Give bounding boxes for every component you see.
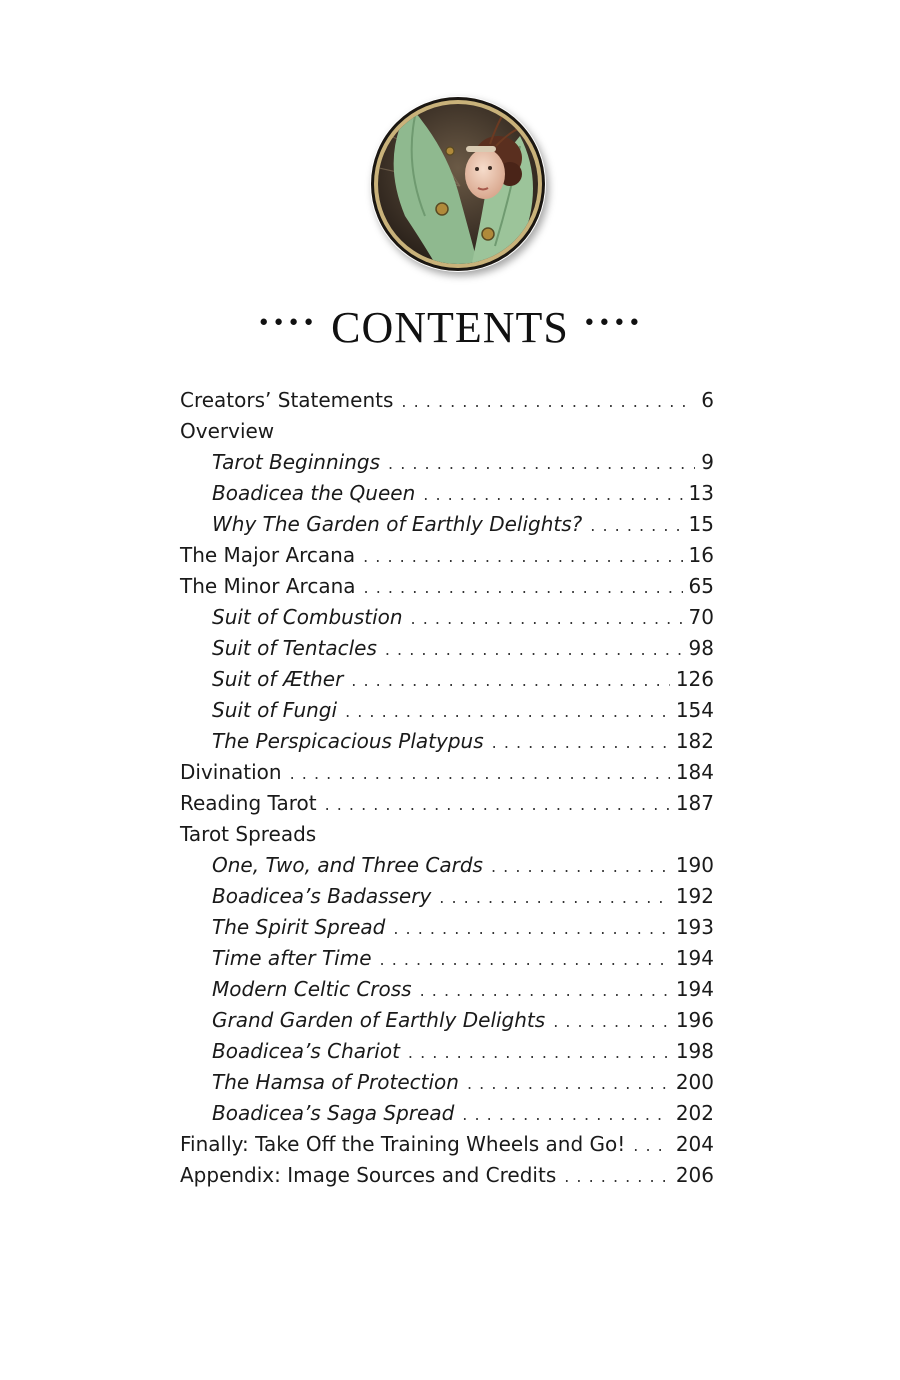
dot-leader [564, 1160, 670, 1192]
toc-entry-label: Suit of Æther [212, 667, 344, 691]
table-of-contents [180, 385, 714, 1191]
ornament-left: •••• [257, 311, 318, 336]
toc-entry[interactable] [180, 974, 714, 1005]
toc-entry-page: 198 [675, 1039, 714, 1063]
toc-entry[interactable] [180, 416, 714, 447]
toc-entry[interactable] [180, 912, 714, 943]
toc-entry[interactable] [180, 478, 714, 509]
toc-entry[interactable] [180, 943, 714, 974]
dot-leader [411, 602, 683, 634]
toc-entry-label: Boadicea the Queen [212, 481, 416, 505]
toc-entry-label: Creators’ Statements [180, 388, 394, 412]
toc-entry-page: 13 [688, 481, 714, 505]
toc-entry-page: 6 [701, 388, 714, 412]
toc-entry[interactable] [180, 447, 714, 478]
medallion [370, 96, 550, 276]
toc-entry-label: Tarot Beginnings [212, 450, 381, 474]
toc-entry-page: 98 [688, 636, 714, 660]
dot-leader [393, 912, 669, 944]
ornament-right: •••• [582, 311, 643, 336]
toc-entry-label: Reading Tarot [180, 791, 317, 815]
toc-entry[interactable] [180, 1160, 714, 1191]
toc-entry-page: 65 [688, 574, 714, 598]
toc-entry[interactable] [180, 540, 714, 571]
toc-entry[interactable] [180, 1067, 714, 1098]
dot-leader [590, 509, 682, 541]
dot-leader [385, 633, 683, 665]
dot-leader [325, 788, 670, 820]
toc-entry-page: 9 [701, 450, 714, 474]
toc-entry-page: 196 [675, 1008, 714, 1032]
toc-entry-page: 187 [675, 791, 714, 815]
dot-leader [401, 385, 695, 417]
toc-entry-page: 206 [675, 1163, 714, 1187]
toc-entry[interactable] [180, 695, 714, 726]
toc-entry[interactable] [180, 602, 714, 633]
toc-entry-page: 190 [675, 853, 714, 877]
toc-entry-label: Suit of Combustion [212, 605, 403, 629]
toc-entry[interactable] [180, 1129, 714, 1160]
dot-leader [467, 1067, 670, 1099]
toc-entry-label: Suit of Fungi [212, 698, 338, 722]
toc-entry-page: 15 [688, 512, 714, 536]
toc-entry-label: Tarot Spreads [180, 822, 317, 846]
toc-entry[interactable] [180, 664, 714, 695]
toc-entry-label: Why The Garden of Earthly Delights? [212, 512, 583, 536]
dot-leader [633, 1129, 670, 1161]
toc-entry[interactable] [180, 1098, 714, 1129]
toc-entry[interactable] [180, 881, 714, 912]
dot-leader [345, 695, 670, 727]
toc-entry-page: 184 [675, 760, 714, 784]
toc-entry-label: The Spirit Spread [212, 915, 386, 939]
toc-entry[interactable] [180, 385, 714, 416]
toc-entry-label: The Minor Arcana [180, 574, 356, 598]
toc-entry-label: Suit of Tentacles [212, 636, 377, 660]
dot-leader [363, 540, 682, 572]
toc-entry-page: 126 [675, 667, 714, 691]
toc-entry-page: 154 [675, 698, 714, 722]
dot-leader [439, 881, 670, 913]
toc-entry-label: Grand Garden of Earthly Delights [212, 1008, 546, 1032]
toc-entry-page: 194 [675, 977, 714, 1001]
page-title: CONTENTS [331, 303, 569, 352]
toc-entry-page: 202 [675, 1101, 714, 1125]
toc-entry-page: 70 [688, 605, 714, 629]
toc-entry-label: Finally: Take Off the Training Wheels and Go! [180, 1132, 626, 1156]
toc-entry[interactable] [180, 571, 714, 602]
dot-leader [553, 1005, 670, 1037]
toc-entry-label: Boadicea’s Badassery [212, 884, 432, 908]
dot-leader [491, 850, 670, 882]
toc-entry[interactable] [180, 819, 714, 850]
toc-entry-label: Appendix: Image Sources and Credits [180, 1163, 557, 1187]
toc-entry[interactable] [180, 1036, 714, 1067]
dot-leader [420, 974, 670, 1006]
toc-entry-label: One, Two, and Three Cards [212, 853, 483, 877]
dot-leader [462, 1098, 670, 1130]
toc-entry-page: 194 [675, 946, 714, 970]
toc-entry-label: Time after Time [212, 946, 372, 970]
dot-leader [492, 726, 670, 758]
toc-entry[interactable] [180, 1005, 714, 1036]
toc-entry-page: 16 [688, 543, 714, 567]
dot-leader [380, 943, 670, 975]
dot-leader [423, 478, 682, 510]
dot-leader [290, 757, 670, 789]
toc-entry-label: Divination [180, 760, 282, 784]
toc-entry-page: 204 [675, 1132, 714, 1156]
toc-entry-label: Boadicea’s Chariot [212, 1039, 400, 1063]
dot-leader [408, 1036, 670, 1068]
toc-entry-label: The Perspicacious Platypus [212, 729, 484, 753]
toc-entry[interactable] [180, 633, 714, 664]
toc-entry-page: 192 [675, 884, 714, 908]
dot-leader [351, 664, 670, 696]
toc-entry-page: 200 [675, 1070, 714, 1094]
toc-entry-label: Overview [180, 419, 275, 443]
moth-woman-portrait-icon [370, 96, 546, 272]
toc-entry[interactable] [180, 509, 714, 540]
toc-entry[interactable] [180, 788, 714, 819]
toc-entry-label: Modern Celtic Cross [212, 977, 412, 1001]
title-row [0, 302, 900, 353]
toc-entry-page: 193 [675, 915, 714, 939]
dot-leader [388, 447, 695, 479]
toc-entry-page: 182 [675, 729, 714, 753]
toc-entry-label: Boadicea’s Saga Spread [212, 1101, 455, 1125]
dot-leader [364, 571, 683, 603]
toc-entry[interactable] [180, 757, 714, 788]
toc-entry[interactable] [180, 850, 714, 881]
toc-entry-label: The Hamsa of Protection [212, 1070, 459, 1094]
toc-entry[interactable] [180, 726, 714, 757]
toc-entry-label: The Major Arcana [180, 543, 356, 567]
